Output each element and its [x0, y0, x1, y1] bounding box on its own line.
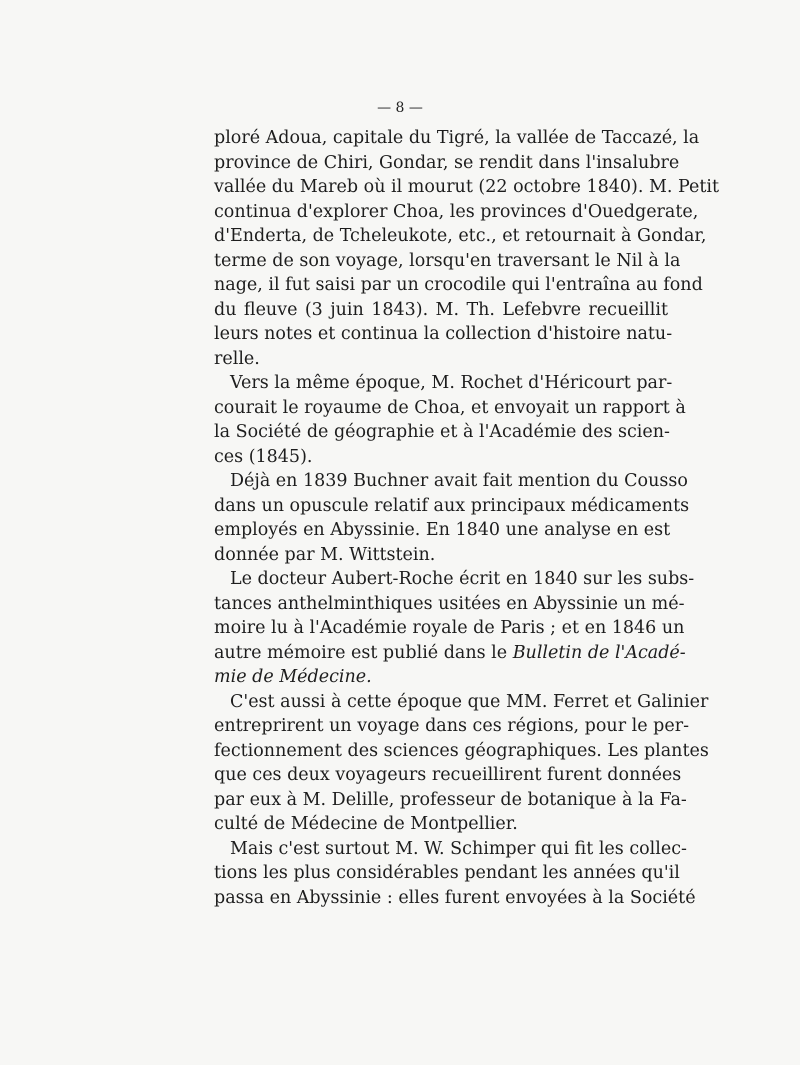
- text-line-with-title: [214, 641, 686, 666]
- text-line: courait le royaume de Choa, et envoyait un rapport à: [214, 397, 686, 418]
- text-line: Mais c'est surtout M. W. Schimper qui fit les collec-: [230, 838, 687, 859]
- text-line: par eux à M. Delille, professeur de botanique à la Fa-: [214, 789, 687, 810]
- text-line: ces (1845).: [214, 446, 313, 467]
- text-line: Vers la même époque, M. Rochet d'Héricourt par-: [230, 373, 673, 393]
- text-line: entreprirent un voyage dans ces régions, pour le per-: [214, 716, 689, 736]
- text-line: du fleuve (3 juin 1843). M. Th. Lefebvre recueillit: [214, 299, 668, 320]
- text-line: donnée par M. Wittstein.: [214, 544, 436, 565]
- text-line: passa en Abyssinie : elles furent envoyées à la Société: [214, 887, 696, 908]
- text-line: tances anthelminthiques usitées en Abyssinie un mé-: [214, 593, 685, 614]
- text-line: que ces deux voyageurs recueillirent furent données: [214, 765, 682, 785]
- text-line: fectionnement des sciences géographiques. Les plantes: [214, 740, 709, 761]
- text-line: tions les plus considérables pendant les années qu'il: [214, 863, 680, 883]
- text-line: Le docteur Aubert-Roche écrit en 1840 sur les subs-: [230, 569, 695, 589]
- text-line: culté de Médecine de Montpellier.: [214, 814, 518, 834]
- text-line: moire lu à l'Académie royale de Paris ; et en 1846 un: [214, 618, 685, 638]
- text-line: nage, il fut saisi par un crocodile qui l'entraîna au fond: [214, 275, 703, 295]
- text-line: employés en Abyssinie. En 1840 une analyse en est: [214, 520, 671, 540]
- text-line: continua d'explorer Choa, les provinces d'Ouedgerate,: [214, 201, 699, 222]
- text-line: vallée du Mareb où il mourut (22 octobre 1840). M. Petit: [214, 177, 720, 197]
- journal-title-end: mie de Médecine.: [214, 667, 372, 687]
- page-number: — 8 —: [377, 100, 423, 116]
- text-line: dans un opuscule relatif aux principaux médicaments: [214, 495, 690, 516]
- text-line: d'Enderta, de Tcheleukote, etc., et retournait à Gondar,: [214, 226, 707, 246]
- text-line-start: autre mémoire est publié dans le: [214, 642, 508, 663]
- journal-title: Bulletin de l'Acadé-: [512, 642, 686, 663]
- text-line: la Société de géographie et à l'Académie des scien-: [214, 422, 670, 442]
- text-line: C'est aussi à cette époque que MM. Ferret et Galinier: [230, 691, 709, 712]
- body-text: [214, 126, 720, 910]
- text-line: Déjà en 1839 Buchner avait fait mention du Cousso: [230, 471, 688, 491]
- text-line: ploré Adoua, capitale du Tigré, la vallée de Taccazé, la: [214, 128, 700, 148]
- text-line: terme de son voyage, lorsqu'en traversant le Nil à la: [214, 250, 681, 271]
- text-line: province de Chiri, Gondar, se rendit dans l'insalubre: [214, 152, 680, 173]
- text-line: leurs notes et continua la collection d'histoire natu-: [214, 324, 673, 344]
- text-line: relle.: [214, 348, 260, 369]
